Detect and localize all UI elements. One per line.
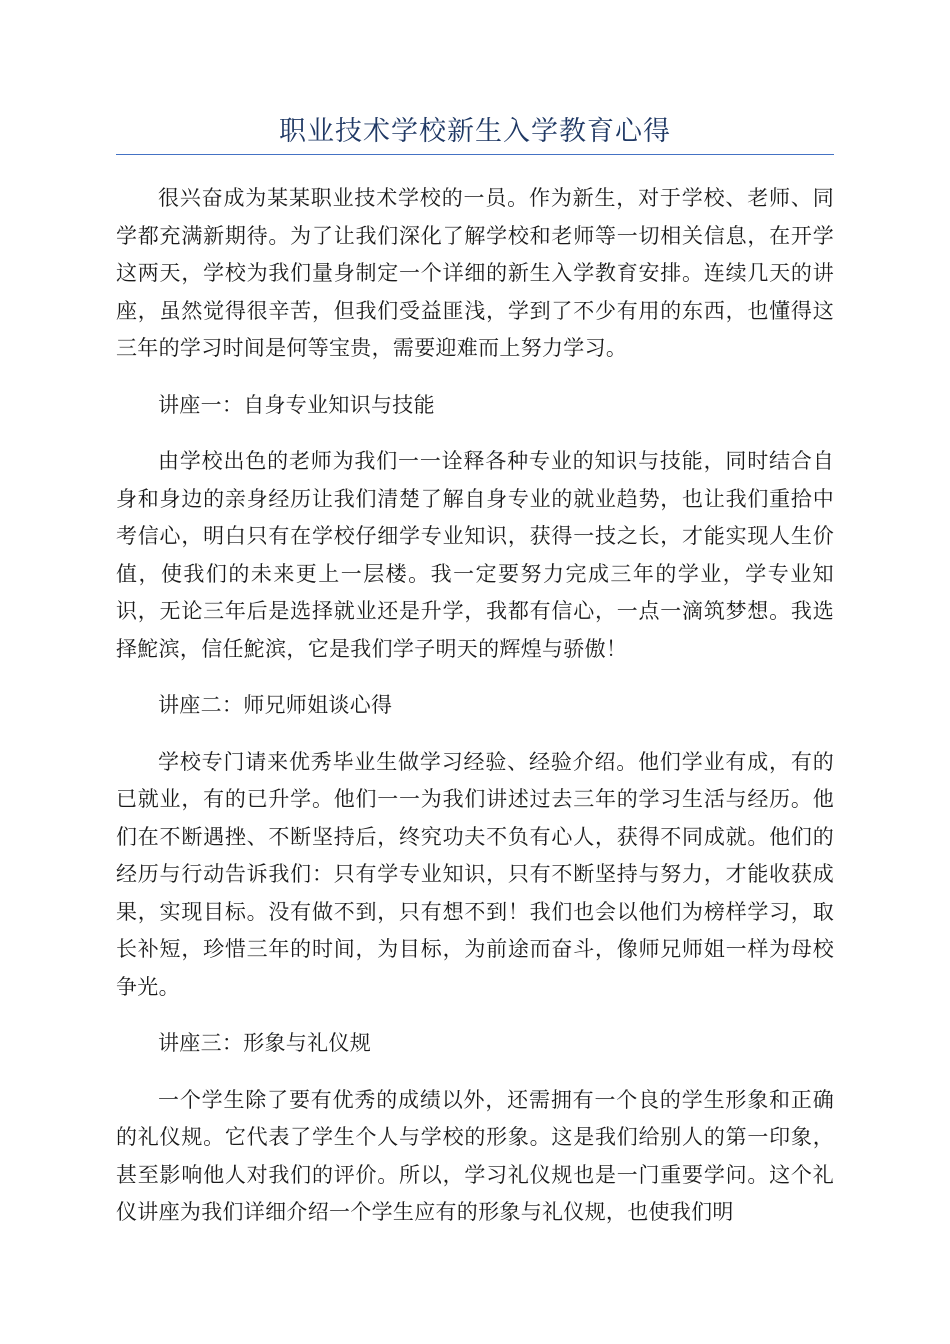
lecture-three-heading: 讲座三：形象与礼仪规: [158, 1031, 371, 1055]
intro-paragraph: 很兴奋成为某某职业技术学校的一员。作为新生，对于学校、老师、同学都充满新期待。为了让我们深化了解学校和老师等一切相关信息，在开学这两天，学校为我们量身制定一个详细的新生入学教育安排。连续几天的讲座，虽然觉得很辛苦，但我们受益匪浅，学到了不少有用的东西，也懂得这三年的学习时间是何等宝贵，需要迎难而上努力学习。: [116, 186, 834, 360]
document-body: [116, 180, 834, 1232]
document-title: 职业技术学校新生入学教育心得: [279, 116, 671, 147]
title-underline: [116, 154, 834, 155]
lecture-three-paragraph: 一个学生除了要有优秀的成绩以外，还需拥有一个良的学生形象和正确的礼仪规。它代表了学生个人与学校的形象。这是我们给别人的第一印象，甚至影响他人对我们的评价。所以，学习礼仪规也是一门重要学问。这个礼仪讲座为我们详细介绍一个学生应有的形象与礼仪规，也使我们明: [116, 1087, 834, 1224]
lecture-one-paragraph: 由学校出色的老师为我们一一诠释各种专业的知识与技能，同时结合自身和身边的亲身经历让我们清楚了解自身专业的就业趋势，也让我们重拾中考信心，明白只有在学校仔细学专业知识，获得一技之长，才能实现人生价值，使我们的未来更上一层楼。我一定要努力完成三年的学业，学专业知识，无论三年后是选择就业还是升学，我都有信心，一点一滴筑梦想。我选择鮀滨，信任鮀滨，它是我们学子明天的辉煌与骄傲！: [116, 449, 834, 661]
lecture-two-paragraph: 学校专门请来优秀毕业生做学习经验、经验介绍。他们学业有成，有的已就业，有的已升学。他们一一为我们讲述过去三年的学习生活与经历。他们在不断遇挫、不断坚持后，终究功夫不负有心人，获得不同成就。他们的经历与行动告诉我们：只有学专业知识，只有不断坚持与努力，才能收获成果，实现目标。没有做不到，只有想不到！我们也会以他们为榜样学习，取长补短，珍惜三年的时间，为目标，为前途而奋斗，像师兄师姐一样为母校争光。: [116, 749, 834, 999]
lecture-two-heading: 讲座二：师兄师姐谈心得: [158, 693, 393, 717]
lecture-one-heading: 讲座一：自身专业知识与技能: [158, 392, 435, 417]
